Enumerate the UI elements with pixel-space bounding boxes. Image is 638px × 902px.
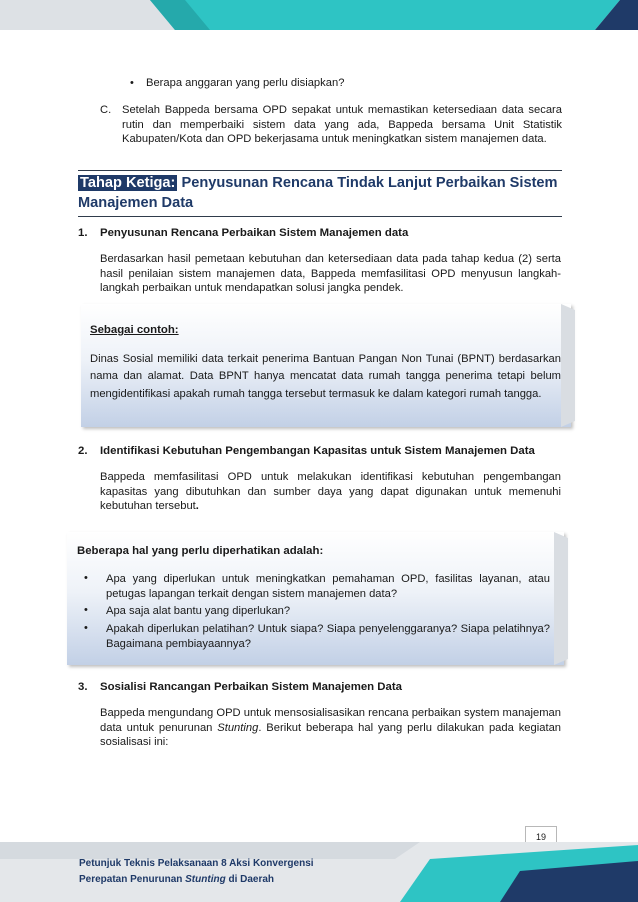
section1-body: Berdasarkan hasil pemetaan kebutuhan dan ketersediaan data pada tahap kedua (2) serta hasil penilaian sistem manajemen data, Bappeda memfasilitasi OPD menyusun langkah-langkah perbaikan untuk mendapatkan solusi jangka pendek. (100, 253, 561, 295)
heading-line2: Manajemen Data (78, 195, 194, 211)
item-c-text: Setelah Bappeda bersama OPD sepakat untuk memastikan ketersediaan data secara rutin dan memperbaiki sistem data yang ada, Bappeda bersama Unit Statistik Kabupaten/Kota dan OPD bekerjasama untuk meningkatkan sistem manajemen data. (122, 104, 562, 146)
notes-item: Apakah diperlukan pelatihan? Untuk siapa? Siapa penyelenggaranya? Siapa pelatihnya? Bagaimana pembiayaannya? (106, 623, 550, 650)
section3-body-a: Bappeda mengundang OPD untuk mensosialisasikan rencana perbaikan system manajeman data untuk penurunan (100, 707, 561, 734)
section2-body-end: . (195, 500, 199, 513)
bullet-dot: • (84, 622, 88, 634)
footer-line1: Petunjuk Teknis Pelaksanaan 8 Aksi Konvergensi (79, 858, 314, 869)
notes-title: Beberapa hal yang perlu diperhatikan adalah: (77, 545, 324, 557)
section1-number: 1. (78, 227, 88, 239)
section2-body (100, 470, 561, 514)
section1-title: Penyusunan Rencana Perbaikan Sistem Manajemen data (100, 227, 409, 239)
section3-body-b: . Berikut beberapa hal yang perlu dilakukan pada kegiatan sosialisasi ini: (100, 721, 562, 749)
footer-line2 (79, 872, 274, 888)
example-title: Sebagai contoh: (90, 324, 179, 336)
bullet-dot: • (84, 572, 88, 584)
top-bullet-text: Berapa anggaran yang perlu disiapkan? (146, 77, 345, 89)
bullet-dot: • (130, 77, 134, 89)
section3-body (100, 706, 561, 750)
item-c-marker: C. (100, 104, 112, 116)
section3-number: 3. (78, 681, 88, 693)
heading-line1: Penyusunan Rencana Tindak Lanjut Perbaikan Sistem (181, 175, 558, 191)
heading-label: Tahap Ketiga: (80, 175, 176, 191)
section3-body-italic: Stunting (217, 721, 259, 734)
top-decorative-band (0, 0, 638, 30)
notes-box (67, 532, 564, 665)
box-page-curl (561, 304, 575, 427)
footer-line2-b: di Daerah (225, 874, 275, 885)
box-page-curl (554, 532, 568, 665)
section2-body-text: Bappeda memfasilitasi OPD untuk melakukan identifikasi kebutuhan pengembangan kapasitas yang dibutuhkan dan sumber daya yang dapat digunakan untuk memenuhi kebutuhan tersebut (100, 471, 561, 513)
example-box (81, 304, 571, 427)
example-text: Dinas Sosial memiliki data terkait penerima Bantuan Pangan Non Tunai (BPNT) berdasarkan nama dan alamat. Data BPNT hanya mencatat data rumah tangga penerima tetapi belum mengidentifikasi apakah rumah tangga tersebut termasuk ke dalam kategori rumah tangga. (90, 353, 561, 400)
page-number: 19 (525, 826, 557, 860)
section2-title: Identifikasi Kebutuhan Pengembangan Kapasitas untuk Sistem Manajemen Data (100, 445, 535, 457)
bullet-dot: • (84, 604, 88, 616)
section-heading (78, 170, 562, 217)
footer-line2-italic: Stunting (185, 874, 226, 885)
notes-item: Apa saja alat bantu yang diperlukan? (106, 605, 291, 617)
section3-title: Sosialisi Rancangan Perbaikan Sistem Manajemen Data (100, 681, 402, 693)
footer-line2-a: Perepatan Penurunan (79, 874, 186, 885)
notes-item: Apa yang diperlukan untuk meningkatkan pemahaman OPD, fasilitas layanan, atau petugas lapangan terkait dengan sistem manajemen data? (106, 573, 550, 600)
section2-number: 2. (78, 445, 88, 457)
